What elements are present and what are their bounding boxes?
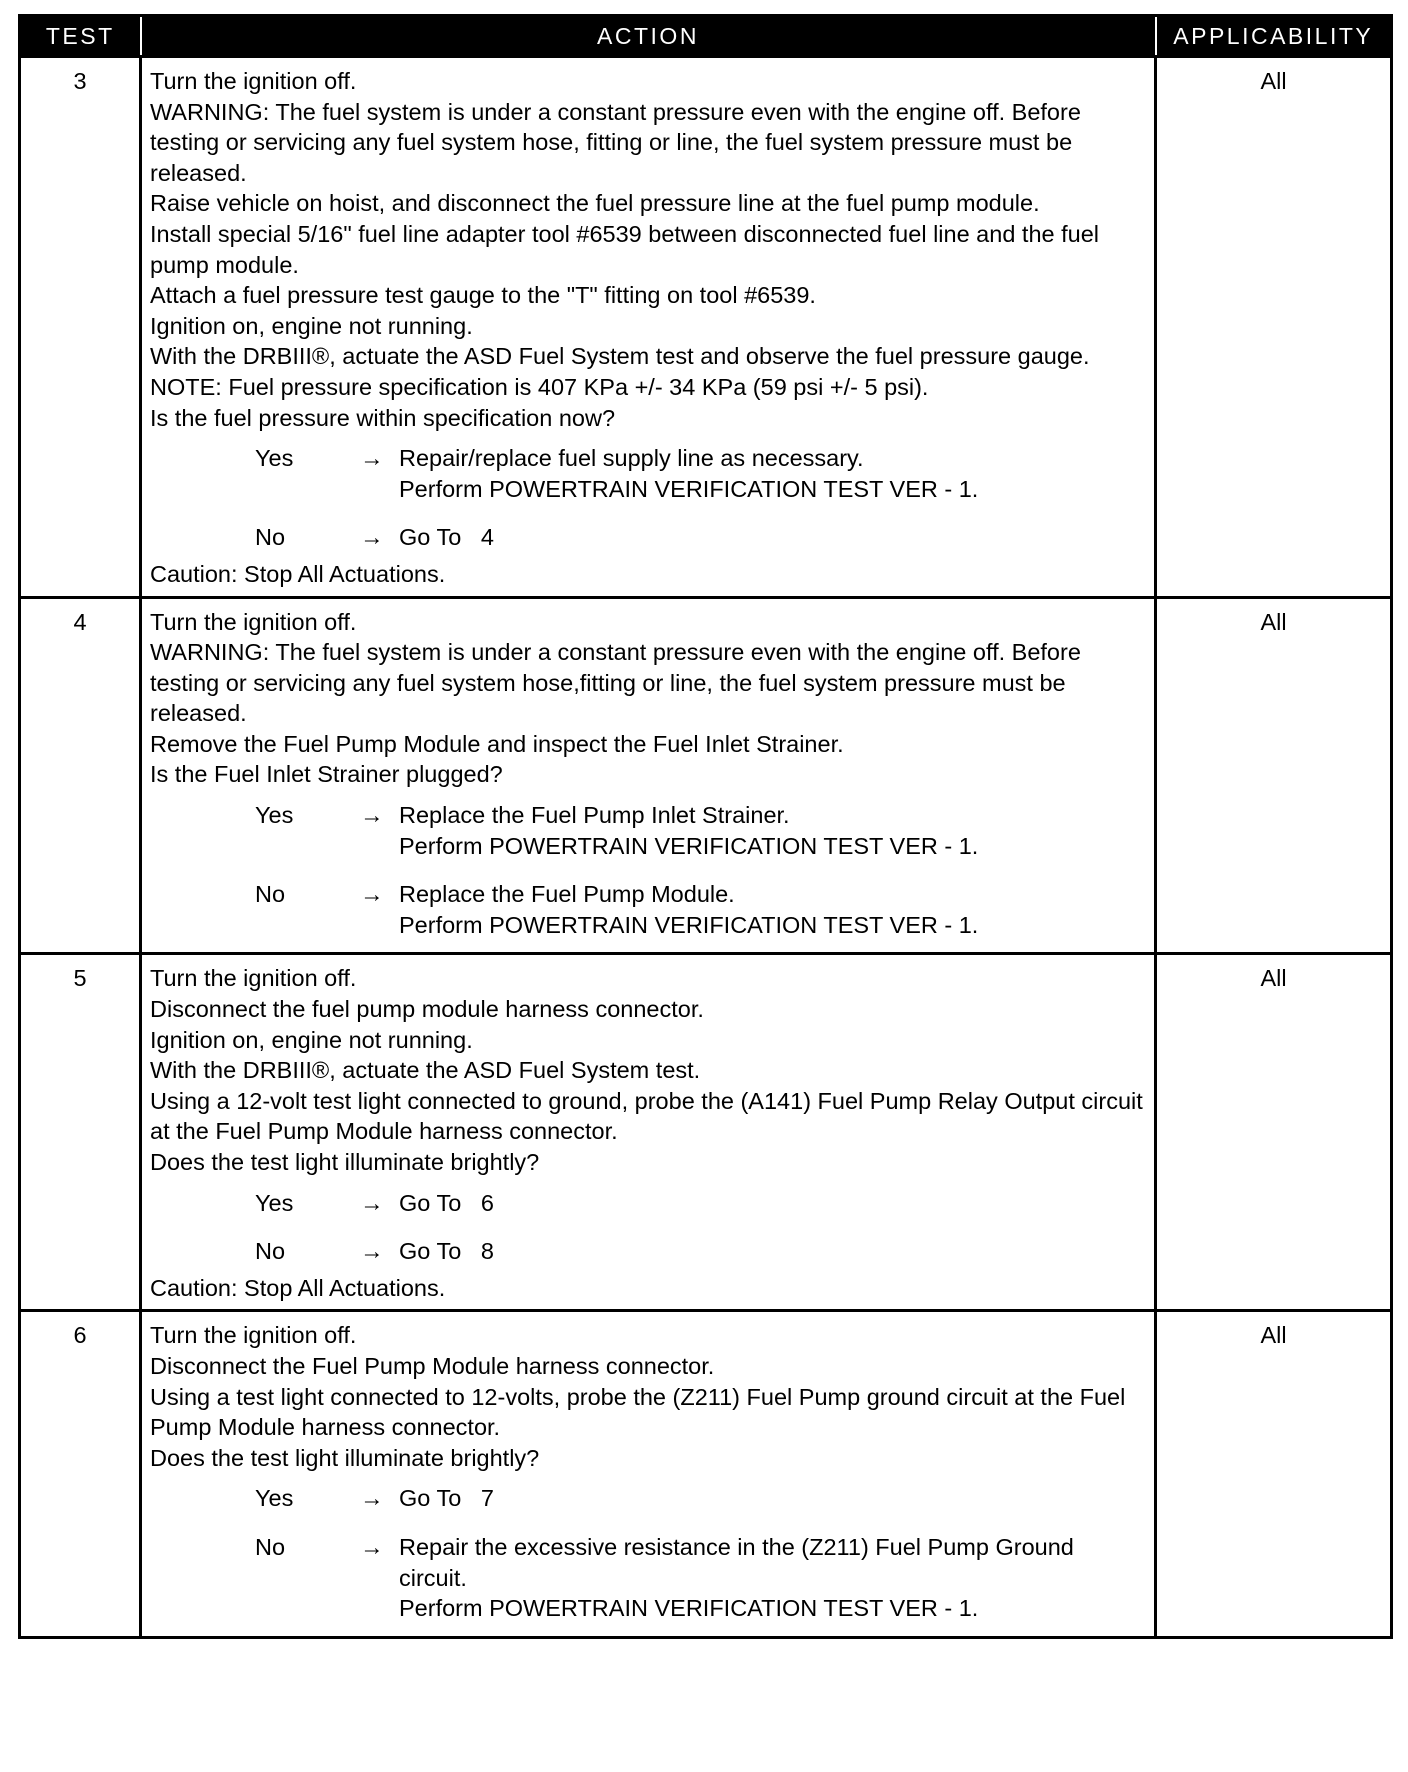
- answer-result-line: Replace the Fuel Pump Module.: [399, 881, 735, 908]
- action-cell: [141, 954, 1156, 1311]
- answer-yes: [150, 800, 1146, 861]
- answer-result-line: Repair/replace fuel supply line as necessary.: [399, 445, 864, 472]
- answer-yes: [150, 443, 1146, 504]
- answer-yes: [150, 1188, 1146, 1219]
- test-number: 3: [20, 57, 141, 598]
- action-step: With the DRBIII®, actuate the ASD Fuel System test and observe the fuel pressure gauge.: [150, 343, 1090, 370]
- diagnostic-test-table: [18, 14, 1393, 1639]
- action-step: Turn the ignition off.: [150, 1322, 357, 1349]
- action-step: Is the Fuel Inlet Strainer plugged?: [150, 761, 503, 788]
- answer-label: Yes: [255, 445, 294, 472]
- answer-result-line: Go To 4: [399, 524, 494, 551]
- answer-result-line: Go To 6: [399, 1189, 494, 1216]
- table-row: [20, 954, 1392, 1311]
- answer-result-line: Repair the excessive resistance in the (Z211) Fuel Pump Ground circuit.: [399, 1533, 1081, 1591]
- action-step: Is the fuel pressure within specification now?: [150, 404, 616, 431]
- answer-no: [150, 1532, 1146, 1624]
- answer-no: [150, 522, 1146, 553]
- table-header-row: [20, 16, 1392, 57]
- answer-result-line: Replace the Fuel Pump Inlet Strainer.: [399, 802, 790, 829]
- action-step: Ignition on, engine not running.: [150, 312, 473, 339]
- arrow-right-icon: →: [360, 1533, 384, 1560]
- action-step: Raise vehicle on hoist, and disconnect the fuel pressure line at the fuel pump module.: [150, 190, 1040, 217]
- answer-result: [399, 1236, 1146, 1267]
- answer-result: [399, 800, 1146, 861]
- arrow-right-icon: →: [360, 524, 384, 551]
- action-step: Remove the Fuel Pump Module and inspect the Fuel Inlet Strainer.: [150, 730, 844, 757]
- action-step: Disconnect the Fuel Pump Module harness connector.: [150, 1352, 715, 1379]
- applicability-cell: All: [1156, 954, 1392, 1311]
- table-body: [20, 57, 1392, 1638]
- answer-result-line: Go To 8: [399, 1238, 494, 1265]
- header-action: ACTION: [141, 16, 1156, 57]
- action-step: Turn the ignition off.: [150, 68, 357, 94]
- action-step: NOTE: Fuel pressure specification is 407 KPa +/- 34 KPa (59 psi +/- 5 psi).: [150, 373, 929, 400]
- arrow-right-icon: →: [360, 1238, 384, 1265]
- action-step: WARNING: The fuel system is under a constant pressure even with the engine off. Before testing or servicing any fuel system hose, fitting or line, the fuel system pressure must be released.: [150, 98, 1081, 186]
- answer-result: [399, 1532, 1146, 1624]
- arrow-right-icon: →: [360, 1189, 384, 1216]
- arrow-right-icon: →: [360, 881, 384, 908]
- action-step: Attach a fuel pressure test gauge to the "T" fitting on tool #6539.: [150, 282, 816, 309]
- arrow-right-icon: →: [360, 1485, 384, 1512]
- test-number: 5: [20, 954, 141, 1311]
- answer-list: [150, 1188, 1146, 1267]
- answer-result-line: Go To 7: [399, 1485, 494, 1512]
- caution-note: Caution: Stop All Actuations.: [150, 1274, 446, 1301]
- action-step: Using a 12-volt test light connected to ground, probe the (A141) Fuel Pump Relay Output circuit at the Fuel Pump Module harness connector.: [150, 1087, 1143, 1145]
- action-step: Install special 5/16" fuel line adapter tool #6539 between disconnected fuel line and the fuel pump module.: [150, 220, 1100, 278]
- answer-result: [399, 879, 1146, 940]
- action-step: Does the test light illuminate brightly?: [150, 1149, 540, 1175]
- answer-label: No: [255, 881, 286, 908]
- answer-result: [399, 1188, 1146, 1219]
- test-number: 4: [20, 597, 141, 954]
- answer-no: [150, 1236, 1146, 1267]
- action-step: Ignition on, engine not running.: [150, 1026, 473, 1053]
- answer-list: [150, 1483, 1146, 1623]
- caution-note: Caution: Stop All Actuations.: [150, 560, 446, 587]
- answer-label: Yes: [255, 1485, 294, 1512]
- answer-result-line: Perform POWERTRAIN VERIFICATION TEST VER - 1.: [399, 832, 979, 859]
- applicability-cell: All: [1156, 57, 1392, 598]
- action-step: Turn the ignition off.: [150, 965, 357, 992]
- arrow-right-icon: →: [360, 445, 384, 472]
- answer-result-line: Perform POWERTRAIN VERIFICATION TEST VER - 1.: [399, 475, 979, 502]
- action-step: Using a test light connected to 12-volts, probe the (Z211) Fuel Pump ground circuit at the Fuel Pump Module harness connector.: [150, 1383, 1126, 1441]
- answer-label: Yes: [255, 802, 294, 829]
- answer-result: [399, 1483, 1146, 1514]
- action-cell: [141, 597, 1156, 954]
- action-step: Does the test light illuminate brightly?: [150, 1444, 540, 1471]
- table-row: [20, 57, 1392, 598]
- action-step: With the DRBIII®, actuate the ASD Fuel System test.: [150, 1057, 701, 1084]
- header-test: TEST: [20, 16, 141, 57]
- applicability-cell: All: [1156, 597, 1392, 954]
- answer-result: [399, 443, 1146, 504]
- answer-no: [150, 879, 1146, 940]
- answer-label: Yes: [255, 1189, 294, 1216]
- arrow-right-icon: →: [360, 802, 384, 829]
- answer-result-line: Perform POWERTRAIN VERIFICATION TEST VER - 1.: [399, 911, 979, 938]
- action-cell: [141, 1311, 1156, 1637]
- answer-list: [150, 800, 1146, 940]
- action-step: WARNING: The fuel system is under a constant pressure even with the engine off. Before testing or servicing any fuel system hose,fitting or line, the fuel system pressure must be released.: [150, 639, 1081, 727]
- answer-result-line: Perform POWERTRAIN VERIFICATION TEST VER - 1.: [399, 1595, 979, 1622]
- action-step: Turn the ignition off.: [150, 608, 357, 635]
- header-applicability: APPLICABILITY: [1156, 16, 1392, 57]
- answer-label: No: [255, 1533, 286, 1560]
- action-step: Disconnect the fuel pump module harness connector.: [150, 996, 704, 1023]
- answer-list: [150, 443, 1146, 553]
- table-row: [20, 1311, 1392, 1637]
- answer-result: [399, 522, 1146, 553]
- answer-yes: [150, 1483, 1146, 1514]
- applicability-cell: All: [1156, 1311, 1392, 1637]
- answer-label: No: [255, 1238, 286, 1265]
- action-cell: [141, 57, 1156, 598]
- answer-label: No: [255, 524, 286, 551]
- test-number: 6: [20, 1311, 141, 1637]
- table-row: [20, 597, 1392, 954]
